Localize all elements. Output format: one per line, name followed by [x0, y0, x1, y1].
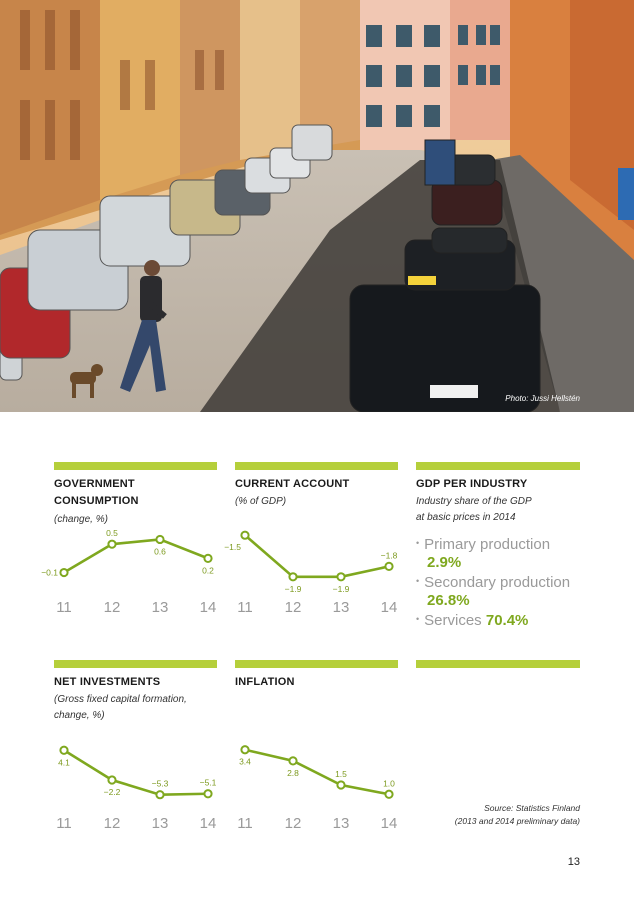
accent-bar	[235, 660, 398, 668]
chart-title: CURRENT ACCOUNT	[235, 478, 350, 490]
x-tick-label: 12	[284, 599, 302, 616]
photo-credit: Photo: Jussi Hellstén	[505, 394, 580, 403]
industry-item	[416, 610, 528, 630]
series-line	[245, 535, 389, 577]
chart-title: INFLATION	[235, 676, 295, 688]
net-investments-chart	[54, 736, 219, 836]
data-label: −5.1	[199, 777, 217, 788]
data-label: 1.0	[383, 778, 395, 789]
chart-subtitle: (% of GDP)	[235, 496, 287, 507]
data-point	[156, 791, 163, 798]
data-point	[60, 747, 67, 754]
series-line	[64, 539, 208, 572]
data-point	[385, 563, 392, 570]
x-tick-label: 12	[284, 815, 302, 832]
industry-value: 70.4%	[485, 612, 529, 629]
x-tick-label: 11	[237, 815, 253, 832]
industry-value: 26.8%	[427, 592, 470, 609]
data-label: −1.9	[284, 583, 302, 594]
data-point	[108, 776, 115, 783]
data-point	[156, 536, 163, 543]
x-tick-label: 12	[103, 815, 121, 832]
data-label: −0.1	[41, 567, 58, 578]
data-point	[337, 573, 344, 580]
chart-subtitle: (Gross fixed capital formation, change, %)	[54, 694, 187, 721]
series-line	[64, 750, 208, 794]
data-label: −1.8	[380, 550, 398, 561]
accent-bar	[54, 660, 217, 668]
data-point	[241, 532, 248, 539]
data-label: 2.8	[287, 767, 299, 778]
data-point	[289, 757, 296, 764]
x-tick-label: 13	[332, 815, 350, 832]
x-tick-label: 11	[237, 599, 253, 616]
x-tick-label: 14	[199, 815, 217, 832]
x-tick-label: 13	[332, 599, 350, 616]
data-point	[204, 790, 211, 797]
accent-bar	[54, 462, 217, 470]
data-label: 0.5	[106, 528, 118, 539]
industry-item	[416, 534, 550, 554]
source-note: Source: Statistics Finland (2013 and 2014 preliminary data)	[454, 803, 580, 826]
data-label: 0.6	[154, 546, 166, 557]
data-point	[289, 573, 296, 580]
chart-subtitle: (change, %)	[54, 514, 108, 525]
bullet-icon: •	[416, 538, 420, 548]
bullet-icon: •	[416, 576, 420, 586]
government-consumption-chart	[41, 520, 219, 620]
gdp-industry-title: GDP PER INDUSTRY	[416, 478, 528, 490]
accent-bar	[235, 462, 398, 470]
industry-value: 2.9%	[427, 554, 462, 571]
bullet-icon: •	[416, 614, 420, 624]
data-label: −1.9	[332, 583, 350, 594]
x-tick-label: 13	[151, 599, 169, 616]
current-account-chart	[224, 520, 400, 620]
x-tick-label: 11	[56, 599, 72, 616]
x-tick-label: 13	[151, 815, 169, 832]
data-point	[60, 569, 67, 576]
page-number: 13	[567, 856, 580, 868]
x-tick-label: 14	[380, 815, 398, 832]
data-point	[241, 746, 248, 753]
industry-item	[416, 572, 570, 592]
x-tick-label: 11	[56, 815, 72, 832]
data-label: −1.5	[224, 542, 241, 553]
data-point	[337, 781, 344, 788]
gdp-industry-subtitle: Industry share of the GDP	[416, 496, 532, 507]
data-label: 0.2	[202, 565, 214, 576]
data-label: −5.3	[151, 778, 169, 789]
x-tick-label: 14	[380, 599, 398, 616]
street-photo	[0, 0, 634, 412]
industry-label: Secondary production	[424, 574, 571, 591]
inflation-chart	[235, 736, 400, 836]
industry-label: Primary production	[424, 536, 551, 553]
data-point	[204, 555, 211, 562]
accent-bar	[416, 462, 580, 470]
data-label: −2.2	[103, 787, 121, 798]
series-line	[245, 750, 389, 795]
data-point	[108, 541, 115, 548]
data-point	[385, 791, 392, 798]
gdp-industry-subtitle: at basic prices in 2014	[416, 512, 516, 523]
data-label: 1.5	[335, 769, 347, 779]
x-tick-label: 12	[103, 599, 121, 616]
data-label: 4.1	[58, 757, 70, 768]
chart-title: GOVERNMENT CONSUMPTION	[54, 478, 139, 507]
chart-title: NET INVESTMENTS	[54, 676, 161, 688]
accent-bar	[416, 660, 580, 668]
x-tick-label: 14	[199, 599, 217, 616]
industry-label: Services	[424, 612, 482, 629]
data-label: 3.4	[239, 756, 251, 767]
